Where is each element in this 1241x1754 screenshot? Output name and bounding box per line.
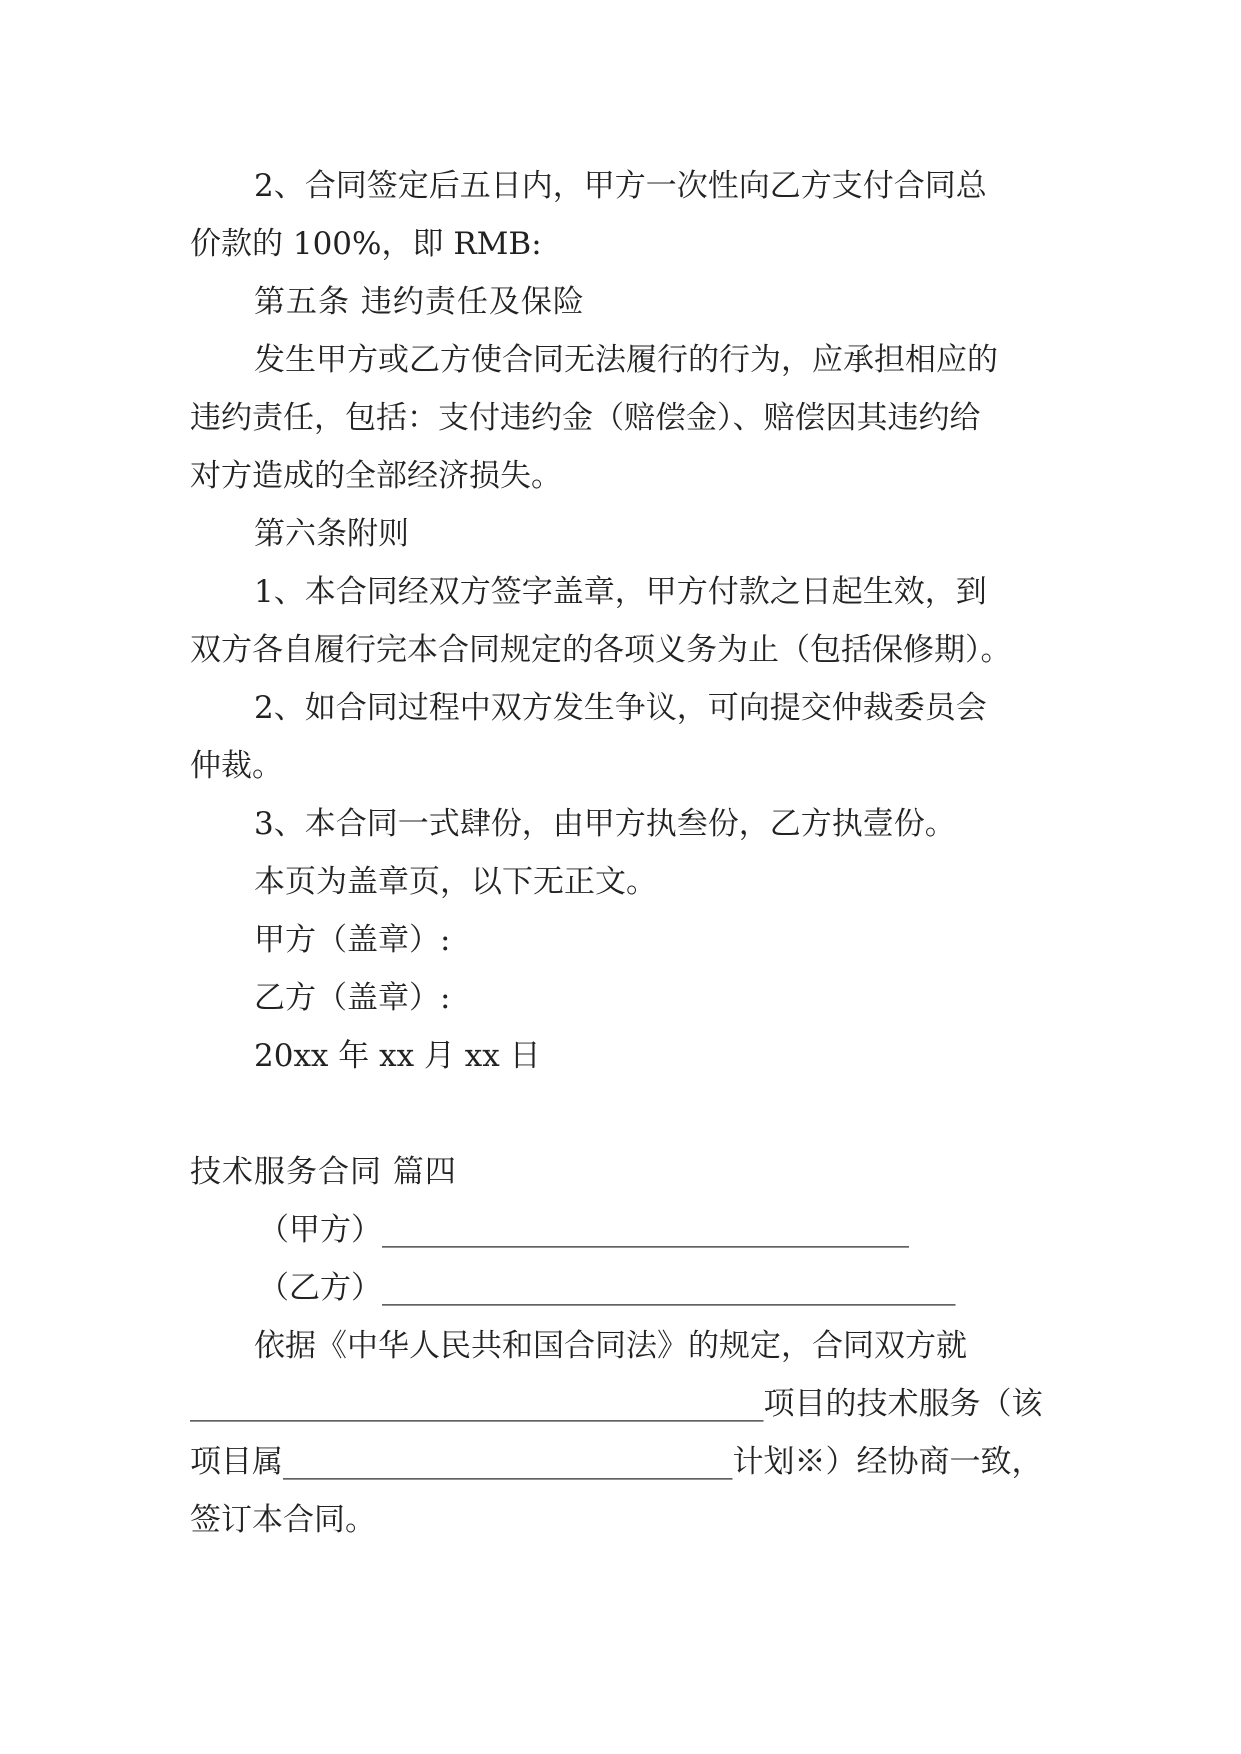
party-a-seal-line: 甲方（盖章）: xyxy=(254,922,451,958)
article-6-heading: 第六条附则 xyxy=(254,516,409,552)
paragraph-payment-line-1: 2、合同签定后五日内，甲方一次性向乙方支付合同总 xyxy=(254,168,987,204)
paragraph-basis-line-1: 依据《中华人民共和国合同法》的规定，合同双方就 xyxy=(254,1328,967,1364)
paragraph-basis-line-4: 签订本合同。 xyxy=(190,1502,376,1538)
paragraph-dispute-line-2: 仲裁。 xyxy=(190,748,283,784)
paragraph-seal-page-note: 本页为盖章页，以下无正文。 xyxy=(254,864,657,900)
date-line: 20xx 年 xx 月 xx 日 xyxy=(254,1038,541,1074)
paragraph-breach-line-2: 违约责任，包括：支付违约金（赔偿金）、赔偿因其违约给 xyxy=(190,400,981,436)
paragraph-breach-line-3: 对方造成的全部经济损失。 xyxy=(190,458,562,494)
article-5-heading: 第五条 违约责任及保险 xyxy=(254,284,585,320)
paragraph-effect-line-1: 1、本合同经双方签字盖章，甲方付款之日起生效，到 xyxy=(254,574,987,610)
paragraph-effect-line-2: 双方各自履行完本合同规定的各项义务为止（包括保修期）。 xyxy=(190,632,1012,668)
paragraph-copies: 3、本合同一式肆份，由甲方执叁份，乙方执壹份。 xyxy=(254,806,956,842)
party-b-blank-line: （乙方）_____________________________________ xyxy=(258,1270,956,1306)
section-title-part-4: 技术服务合同 篇四 xyxy=(190,1154,457,1190)
party-b-seal-line: 乙方（盖章）: xyxy=(254,980,451,1016)
paragraph-basis-line-3: 项目属_____________________________计划※）经协商一致， xyxy=(190,1444,1043,1480)
party-a-blank-line: （甲方）__________________________________ xyxy=(258,1212,909,1248)
paragraph-basis-line-2: _____________________________________项目的技术服务（该 xyxy=(190,1386,1043,1422)
paragraph-dispute-line-1: 2、如合同过程中双方发生争议，可向提交仲裁委员会 xyxy=(254,690,987,726)
paragraph-breach-line-1: 发生甲方或乙方使合同无法履行的行为，应承担相应的 xyxy=(254,342,998,378)
paragraph-payment-line-2: 价款的 100%，即 RMB: xyxy=(190,226,542,262)
